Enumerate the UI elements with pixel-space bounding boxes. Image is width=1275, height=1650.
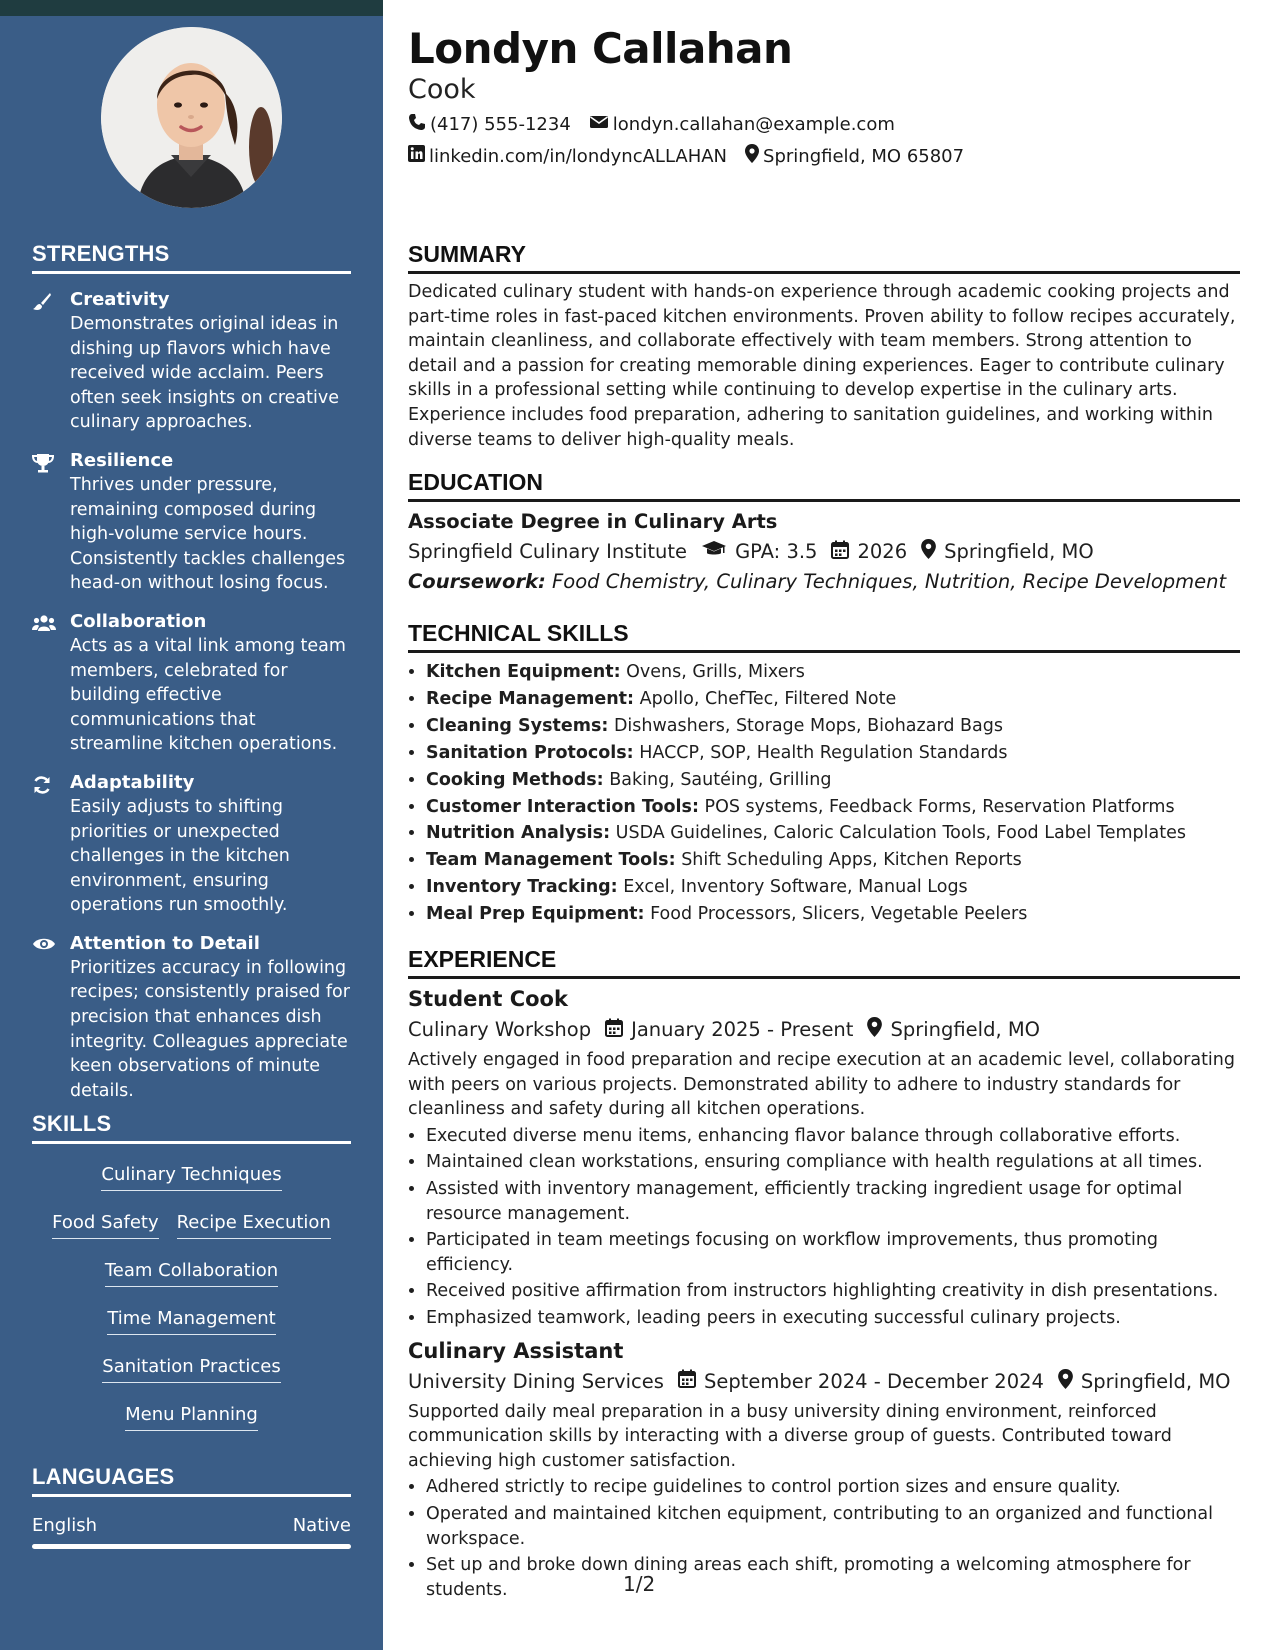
email-link[interactable]: londyn.callahan@example.com (612, 114, 895, 135)
education-section (408, 469, 1240, 593)
job-entry (408, 1339, 1240, 1603)
strengths-section (32, 241, 351, 1103)
job-meta (408, 1369, 1240, 1394)
summary-section (408, 241, 1240, 452)
education-heading: EDUCATION (408, 469, 1240, 502)
school-name: Springfield Culinary Institute (408, 540, 688, 563)
skill-values: POS systems, Feedback Forms, Reservation Platforms (704, 796, 1175, 817)
technical-skills-section (408, 620, 1240, 928)
technical-skill-item (426, 686, 1240, 713)
achievement-item: • Set up and broke down dining areas each shift, promoting a welcoming atmosphere for students. (426, 1553, 1240, 1602)
achievement-item: • Emphasized teamwork, leading peers in executing successful culinary projects. (426, 1306, 1240, 1331)
skill-values: Shift Scheduling Apps, Kitchen Reports (681, 850, 1022, 871)
employer-name: Culinary Workshop (408, 1018, 592, 1041)
skill-tag: Food Safety (52, 1209, 158, 1239)
trophy-icon (32, 453, 54, 596)
skill-category: Sanitation Protocols: (426, 742, 634, 763)
map-pin-icon (867, 1017, 890, 1042)
job-title: Culinary Assistant (408, 1338, 624, 1363)
gpa-text: GPA: 3.5 (735, 540, 818, 563)
sidebar-top-bar (0, 0, 383, 16)
job-title: Student Cook (408, 987, 568, 1011)
job-entry (408, 987, 1240, 1331)
technical-skill-item (426, 767, 1240, 794)
skill-values: Dishwashers, Storage Mops, Biohazard Bags (613, 715, 1003, 736)
sidebar (0, 0, 383, 1650)
skill-values: Apollo, ChefTec, Filtered Note (639, 688, 897, 709)
strength-title: Creativity (70, 289, 170, 310)
job-dates: September 2024 - December 2024 (703, 1369, 1044, 1393)
summary-heading: SUMMARY (408, 241, 1240, 274)
calendar-icon (605, 1018, 631, 1042)
strength-title: Resilience (70, 449, 174, 471)
skill-tag: Recipe Execution (177, 1209, 331, 1239)
skills-heading: SKILLS (32, 1111, 351, 1144)
achievement-item: • Adhered strictly to recipe guidelines to control portion sizes and ensure quality. (426, 1475, 1240, 1500)
skill-tag: Menu Planning (125, 1401, 258, 1431)
email-icon (589, 114, 613, 135)
map-pin-icon (921, 539, 944, 564)
strength-title: Collaboration (70, 610, 207, 632)
strength-item (32, 288, 351, 435)
languages-heading: LANGUAGES (32, 1464, 351, 1497)
skill-tag: Team Collaboration (105, 1257, 278, 1287)
calendar-icon (678, 1369, 704, 1393)
skill-category: Meal Prep Equipment: (426, 904, 645, 925)
graduation-cap-icon (701, 540, 735, 563)
job-location: Springfield, MO (1080, 1369, 1231, 1393)
skills-list (32, 1152, 351, 1440)
experience-section (408, 946, 1240, 1604)
calendar-icon (831, 540, 857, 564)
skill-values: Baking, Sautéing, Grilling (609, 769, 832, 790)
job-achievements (408, 1475, 1240, 1602)
skill-category: Nutrition Analysis: (426, 823, 611, 844)
achievement-item: • Executed diverse menu items, enhancing flavor balance through collaborative efforts. (426, 1124, 1240, 1149)
skill-tag: Culinary Techniques (101, 1161, 281, 1191)
avatar-photo (101, 27, 282, 208)
phone-number[interactable]: (417) 555-1234 (430, 114, 571, 135)
achievement-item: • Assisted with inventory management, efficiently tracking ingredient usage for optimal resource management. (426, 1177, 1240, 1226)
coursework-label: Coursework: (408, 570, 546, 593)
job-location: Springfield, MO (890, 1018, 1041, 1041)
skill-category: Customer Interaction Tools: (426, 796, 699, 817)
language-row (32, 1515, 351, 1536)
skill-category: Inventory Tracking: (426, 877, 618, 898)
skills-section (32, 1111, 351, 1440)
achievement-item: • Maintained clean workstations, ensuring compliance with health regulations at all times. (426, 1150, 1240, 1175)
achievement-item: • Operated and maintained kitchen equipment, contributing to an organized and functional workspace. (426, 1502, 1240, 1551)
skill-tag: Time Management (107, 1305, 275, 1335)
technical-skill-item (426, 794, 1240, 821)
job-summary: Actively engaged in food preparation and recipe execution at an academic level, collaborating with peers on various projects. Demonstrated ability to adhere to industry standards for cleanliness and safety during all kitchen operations. (408, 1050, 1235, 1120)
coursework-line (408, 570, 1240, 593)
job-achievements (408, 1124, 1240, 1331)
skill-tag: Sanitation Practices (102, 1353, 280, 1383)
achievement-item: • Participated in team meetings focusing on workflow improvements, thus promoting efficiency. (426, 1228, 1240, 1277)
refresh-icon (32, 775, 52, 918)
strength-description: Easily adjusts to shifting priorities or unexpected challenges in the kitchen environment, ensuring operations run smoothly. (70, 796, 290, 916)
languages-section (32, 1464, 351, 1549)
strength-item (32, 449, 351, 596)
language-name: English (32, 1515, 97, 1536)
page-number: 1/2 (623, 1572, 656, 1596)
coursework-list: Food Chemistry, Culinary Techniques, Nutrition, Recipe Development (552, 570, 1227, 593)
strength-description: Acts as a vital link among team members, celebrated for building effective communications that streamline kitchen operations. (70, 635, 346, 755)
map-pin-icon (1058, 1369, 1081, 1394)
phone-icon (408, 113, 430, 136)
technical-skills-list (408, 659, 1240, 928)
skill-values: Food Processors, Slicers, Vegetable Peelers (650, 904, 1028, 925)
degree-title: Associate Degree in Culinary Arts (408, 510, 778, 533)
strengths-heading: STRENGTHS (32, 241, 351, 274)
strength-description: Demonstrates original ideas in dishing up flavors which have received wide acclaim. Peers often seek insights on creative culinary approaches. (70, 314, 339, 433)
technical-skill-item (426, 713, 1240, 740)
experience-heading: EXPERIENCE (408, 946, 1240, 979)
technical-skills-heading: TECHNICAL SKILLS (408, 620, 1240, 653)
users-icon (32, 614, 56, 757)
technical-skill-item (426, 820, 1240, 847)
skill-category: Cooking Methods: (426, 769, 604, 790)
language-level-bar (32, 1544, 351, 1549)
achievement-item: • Received positive affirmation from instructors highlighting creativity in dish presentations. (426, 1279, 1240, 1304)
strength-item (32, 932, 351, 1104)
employer-name: University Dining Services (408, 1369, 664, 1393)
job-meta (408, 1017, 1240, 1042)
technical-skill-item (426, 847, 1240, 874)
language-level: Native (292, 1515, 351, 1536)
avatar (101, 27, 282, 208)
education-meta (408, 539, 1240, 564)
skill-category: Kitchen Equipment: (426, 662, 621, 682)
map-pin-icon (745, 144, 763, 168)
strength-item (32, 771, 351, 918)
contact-row-1 (408, 113, 913, 136)
linkedin-icon (408, 145, 429, 167)
technical-skill-item (426, 659, 1240, 686)
skill-values: Ovens, Grills, Mixers (626, 662, 805, 682)
technical-skill-item (426, 901, 1240, 928)
skill-values: USDA Guidelines, Caloric Calculation Tools, Food Label Templates (615, 823, 1186, 844)
technical-skill-item (426, 740, 1240, 767)
job-summary: Supported daily meal preparation in a busy university dining environment, reinforced communication skills by interacting with a diverse group of guests. Contributed toward achieving high customer satisfaction. (408, 1401, 1172, 1471)
location-text: Springfield, MO 65807 (763, 145, 965, 167)
skill-values: HACCP, SOP, Health Regulation Standards (639, 742, 1008, 763)
eye-icon (32, 936, 56, 1104)
strength-description: Prioritizes accuracy in following recipes; consistently praised for precision that enhances dish integrity. Colleagues appreciate keen observations of minute details. (70, 957, 350, 1101)
candidate-role: Cook (408, 74, 476, 105)
candidate-name: Londyn Callahan (408, 24, 793, 73)
strength-item (32, 610, 351, 757)
paintbrush-icon (32, 292, 52, 435)
contact-row-2 (408, 144, 982, 168)
skill-category: Team Management Tools: (426, 850, 676, 871)
linkedin-link[interactable]: linkedin.com/in/londyncALLAHAN (429, 145, 728, 167)
graduation-year: 2026 (857, 540, 908, 563)
skill-category: Cleaning Systems: (426, 715, 609, 736)
strength-title: Attention to Detail (70, 932, 260, 954)
summary-text: Dedicated culinary student with hands-on experience through academic cooking projects and part-time roles in fast-paced kitchen environments. Proven ability to follow recipes accurately, maintain cleanliness, and collaborate effectively with team members. Strong attention to detail and a passion for creating memorable dining experiences. Eager to contribute culinary skills in a professional setting while continuing to develop expertise in the culinary arts. Experience includes food preparation, adhering to sanitation guidelines, and working within diverse teams to deliver high-quality meals. (408, 282, 1236, 450)
skill-values: Excel, Inventory Software, Manual Logs (623, 877, 968, 898)
strength-description: Thrives under pressure, remaining composed during high-volume service hours. Consistently tackles challenges head-on without losing focus. (70, 474, 346, 594)
technical-skill-item (426, 874, 1240, 901)
skill-category: Recipe Management: (426, 688, 635, 709)
education-location: Springfield, MO (944, 540, 1094, 563)
job-dates: January 2025 - Present (631, 1018, 854, 1041)
strength-title: Adaptability (70, 771, 195, 793)
